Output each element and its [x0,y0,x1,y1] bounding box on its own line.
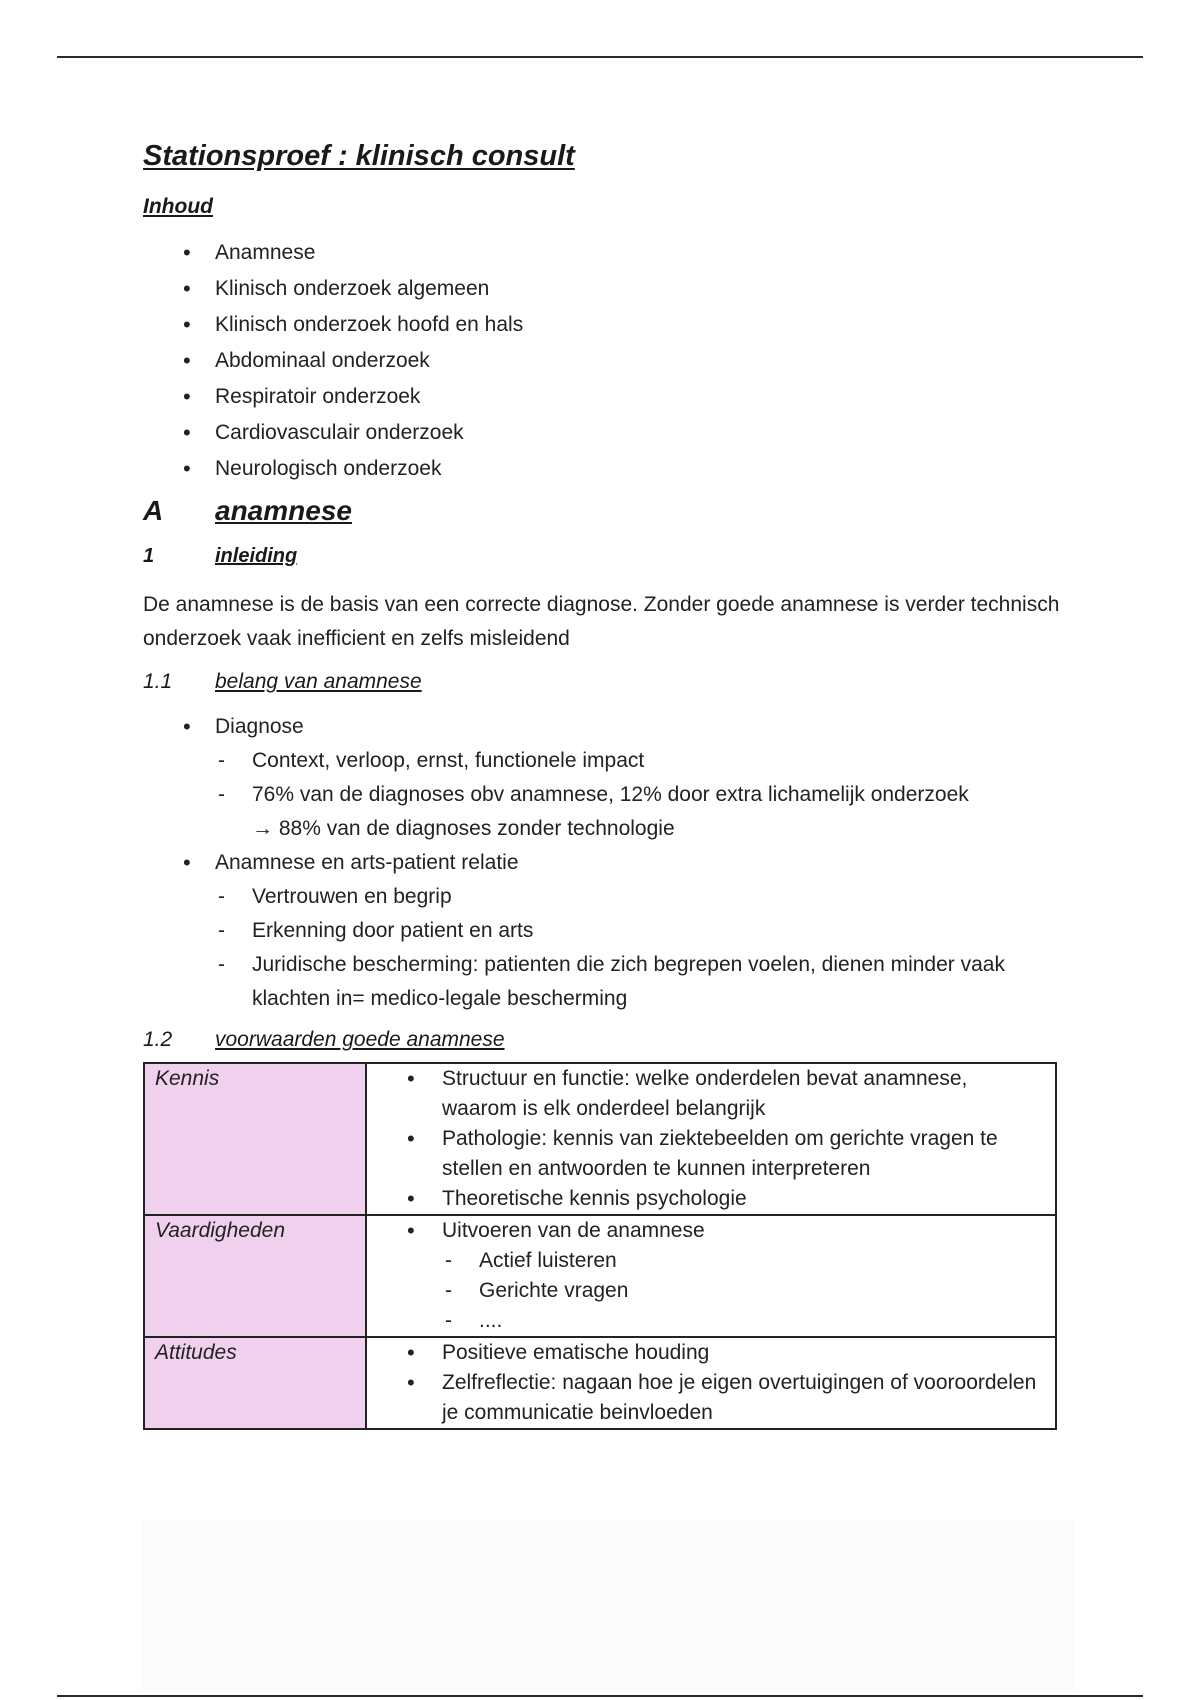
section-1-1-number: 1.1 [143,670,173,693]
cell-list-item: • Pathologie: kennis van ziektebeelden om gerichte vragen te stellen en antwoorden te kunnen interpreteren [407,1124,1045,1184]
cell-list-item: • Structuur en functie: welke onderdelen bevat anamnese, waarom is elk onderdeel belangrijk [407,1064,1045,1124]
page-shade [143,1520,1073,1690]
sub-list-item [218,778,1063,846]
cell-list-item: • Theoretische kennis psychologie [407,1184,1045,1214]
section-a-heading [143,495,1063,527]
importance-list [143,710,1063,1016]
section-1-title: inleiding [215,545,298,567]
section-a-number: A [143,495,164,526]
document-page [143,140,1063,1430]
section-1-1-heading [143,670,1063,694]
section-a-title: anamnese [215,495,352,526]
table-row-label: Attitudes [144,1337,366,1429]
section-1-heading [143,545,1063,568]
section-1-2-title: voorwaarden goede anamnese [215,1028,505,1051]
sub-list-item: - Context, verloop, ernst, functionele impact [218,744,1063,778]
toc-item: • Anamnese [183,235,1063,271]
table-row [144,1063,1056,1215]
sub-list-text: 76% van de diagnoses obv anamnese, 12% door extra lichamelijk onderzoek [252,783,969,806]
header-rule [57,56,1143,58]
section-1-2-number: 1.2 [143,1028,173,1051]
toc-item: • Cardiovasculair onderzoek [183,415,1063,451]
arrow-note: → 88% van de diagnoses zonder technologie [252,817,675,840]
toc-list [143,235,1063,487]
table-row [144,1215,1056,1337]
cell-list-item: • Uitvoeren van de anamnese [407,1216,1045,1246]
list-item [183,710,1063,846]
conditions-table [143,1062,1057,1430]
toc-item: • Respiratoir onderzoek [183,379,1063,415]
sub-list-item: - Vertrouwen en begrip [218,880,1063,914]
bullet-label: Diagnose [215,715,304,738]
cell-list [407,1064,1045,1214]
cell-sub-list-item: - Gerichte vragen [445,1276,1045,1306]
table-row-label: Vaardigheden [144,1215,366,1337]
table-row-content [366,1215,1056,1337]
cell-list-item: • Zelfreflectie: nagaan hoe je eigen overtuigingen of vooroordelen je communicatie beinvloeden [407,1368,1045,1428]
section-1-number: 1 [143,545,155,567]
intro-paragraph: De anamnese is de basis van een correcte diagnose. Zonder goede anamnese is verder technisch onderzoek vaak inefficient en zelfs misleidend [143,593,1060,650]
sub-list [215,744,1063,846]
table-row-content [366,1337,1056,1429]
toc-item: • Klinisch onderzoek algemeen [183,271,1063,307]
cell-sub-list-item: - .... [445,1306,1045,1336]
cell-list [407,1338,1045,1428]
toc-item: • Neurologisch onderzoek [183,451,1063,487]
cell-list-item: • Positieve ematische houding [407,1338,1045,1368]
toc-heading: Inhoud [143,195,213,218]
section-1-1-title: belang van anamnese [215,670,422,693]
table-row-label: Kennis [144,1063,366,1215]
sub-list-item: - Erkenning door patient en arts [218,914,1063,948]
table-row [144,1337,1056,1429]
footer-rule [57,1695,1143,1697]
toc-item: • Klinisch onderzoek hoofd en hals [183,307,1063,343]
table-row-content [366,1063,1056,1215]
sub-list-item: - Juridische bescherming: patienten die zich begrepen voelen, dienen minder vaak klachten in= medico-legale bescherming [218,948,1063,1016]
list-item [183,846,1063,1016]
cell-list [407,1216,1045,1246]
cell-sub-list [407,1246,1045,1336]
toc-item: • Abdominaal onderzoek [183,343,1063,379]
sub-list [215,880,1063,1016]
bullet-label: Anamnese en arts-patient relatie [215,851,519,874]
page-title: Stationsproef : klinisch consult [143,140,575,172]
cell-sub-list-item: - Actief luisteren [445,1246,1045,1276]
section-1-2-heading [143,1028,1063,1052]
